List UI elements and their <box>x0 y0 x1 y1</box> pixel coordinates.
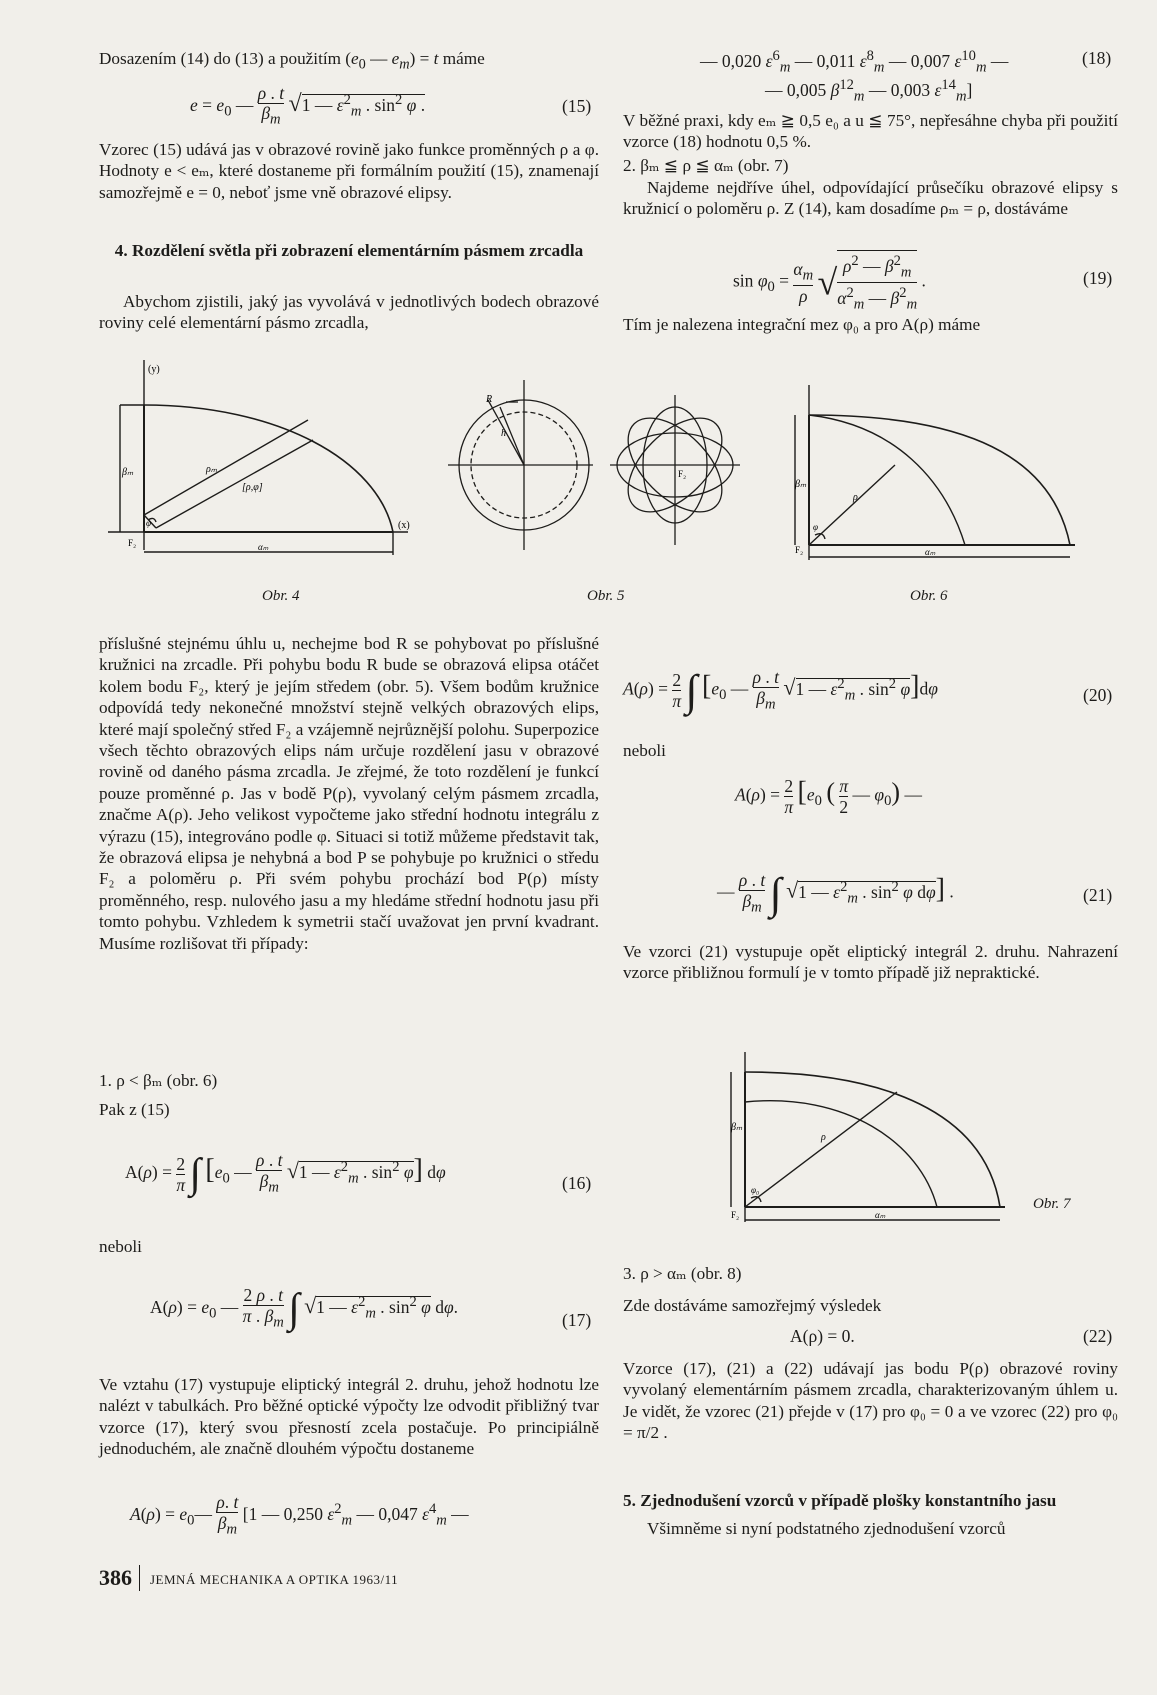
equation-18-number: (18) <box>1082 48 1112 68</box>
equation-16-number: (16) <box>562 1173 592 1193</box>
section-5-text: Všimněme si nyní podstatného zjednodušení vzorců <box>647 1519 1006 1538</box>
case-1-text: 1. ρ < βₘ (obr. 6) <box>99 1071 218 1090</box>
paragraph-after-19 <box>623 314 1118 335</box>
fig6-label-rho: ρ <box>853 492 858 503</box>
journal-name: JEMNÁ MECHANIKA A OPTIKA 1963/11 <box>150 1572 399 1587</box>
figure-4 <box>108 360 433 560</box>
equation-15: $e = e_0$ — $\frac{\rho . t}{\beta_m}$ √1 — $\varepsilon^2_m$ . $\sin^2 \varphi$ . <box>190 83 426 128</box>
fig6-label-phi: φ <box>813 522 818 532</box>
paragraph-case-2 <box>623 177 1118 220</box>
paragraph-after-21-text: Ve vzorci (21) vystupuje opět eliptický integrál 2. druhu. Nahrazení vzorce přibližnou formulí je v tomto případě již nepraktické. <box>623 942 1118 983</box>
figure-6 <box>785 385 1085 565</box>
equation-17-number: (17) <box>562 1310 592 1330</box>
paragraph-after-15-text: Vzorec (15) udává jas v obrazové rovině jako funkce proměnných ρ a φ. Hodnoty e < eₘ, které dostaneme při formálním použití (15), znamenají samozřejmě e = 0, neboť jsme vně obrazové elipsy. <box>99 140 599 202</box>
figure-7 <box>725 1052 1045 1232</box>
paragraph-praxi-text: V běžné praxi, kdy eₘ ≧ 0,5 e₀ a u ≦ 75°, nepřesáhne chyba při použití vzorce (18) hodnotu 0,5 %. <box>623 111 1118 152</box>
paragraph-case-3-text: Zde dostáváme samozřejmý výsledek <box>623 1296 882 1315</box>
fig6-label-f2: F₂ <box>795 545 804 555</box>
paragraph-after-19-text: Tím je nalezena integrační mez φ₀ a pro A(ρ) máme <box>623 315 981 334</box>
paragraph-case-2-text: Najdeme nejdříve úhel, odpovídající průsečíku obrazové elipsy s kružnicí o poloměru ρ. Z (14), kam dosadíme ρₘ = ρ, dostáváme <box>623 178 1118 219</box>
fig4-label-point: [ρ,φ] <box>242 482 263 493</box>
equation-18-part-a: $A(\rho) = e_0—$ $\frac{\rho. t}{\beta_m}$ [1 — 0,250 $\varepsilon^2_m$ — 0,047 $\varepsilon^4_m$ — <box>130 1492 469 1538</box>
equation-15-number: (15) <box>562 96 592 116</box>
equation-22: A(ρ) = 0. <box>790 1326 855 1346</box>
neboli-1-text: neboli <box>99 1237 142 1256</box>
fig4-label-phi: φ <box>146 518 151 528</box>
equation-18-part-b: — 0,020 $\varepsilon^6_m$ — 0,011 $\varepsilon^8_m$ — 0,007 $\varepsilon^{10}_m$ — <box>700 48 1009 76</box>
pak-line <box>99 1099 399 1120</box>
intro-paragraph <box>99 48 599 76</box>
paragraph-after-22 <box>623 1358 1118 1444</box>
figure-6-caption: Obr. 6 <box>910 588 948 604</box>
section-4-heading <box>99 240 599 261</box>
neboli-1 <box>99 1236 299 1257</box>
paragraph-after-22-text: Vzorce (17), (21) a (22) udávají jas bodu P(ρ) obrazové roviny vyvolaný elementárním pásmem zrcadla, charakterizovaným úhlem u. Je vidět, že vzorec (21) přejde v (17) pro φ₀ = 0 a ve vzorec (22) pro φ₀ = π/2 . <box>623 1359 1118 1443</box>
figure-5 <box>448 380 593 560</box>
section-5-paragraph <box>623 1518 1118 1539</box>
figure-5-caption: Obr. 5 <box>587 588 625 604</box>
section-4-paragraph <box>99 291 599 334</box>
case-2 <box>623 155 1023 176</box>
paragraph-after-15 <box>99 139 599 203</box>
fig5-label-r: R <box>486 394 493 405</box>
fig6-label-beta: βₘ <box>795 479 807 490</box>
equation-21-part-b: — $\frac{\rho . t}{\beta_m}$ ∫ √1 — $\varepsilon^2_m$ . $\sin^2 \varphi$ dφ] . <box>717 869 954 918</box>
paragraph-praxi <box>623 110 1118 153</box>
equation-22-number: (22) <box>1083 1326 1113 1346</box>
fig5-label-h: h <box>501 428 506 439</box>
section-5-title: 5. Zjednodušení vzorců v případě plošky konstantního jasu <box>623 1491 1057 1510</box>
section-5-heading <box>623 1490 1123 1511</box>
figure-7-caption: Obr. 7 <box>1033 1196 1071 1212</box>
fig4-label-rho: ρₘ <box>206 464 218 475</box>
case-3 <box>623 1263 1023 1284</box>
equation-18-part-c: — 0,005 $\beta^{12}_m$ — 0,003 $\varepsilon^{14}_m$] <box>765 77 973 105</box>
intro-text: Dosazením (14) do (13) a použitím ($e_0$ — $e_m) = t$ máme <box>99 49 485 73</box>
equation-16: A(ρ) = $\frac{2}{\pi}$ ∫ [$e_0$ — $\frac{\rho . t}{\beta_m}$ √1 — $\varepsilon^2_m$ . $\sin^2 \varphi$] dφ <box>125 1150 446 1197</box>
equation-21-number: (21) <box>1083 885 1113 905</box>
equation-17: $A(\rho) = e_0$ — $\frac{2 \rho . t}{\pi . \beta_m}$ ∫ √1 — $\varepsilon^2_m$ . $\sin^2 \varphi$ dφ. <box>150 1285 458 1332</box>
fig4-label-x: (x) <box>398 520 410 531</box>
paragraph-continue-text: příslušné stejnému úhlu u, nechejme bod R se pohybovat po příslušné kružnici na zrcadle. Při pohybu bodu R bude se obrazová elipsa otáčet kolem bodu F₂, který je jejím středem (obr. 5). Všem bodům kružnice odpovídá tedy nekonečné množství stejně velkých obrazových elips, které mají společný střed F₂ a vzájemně nejrůznější polohu. Superpozice všech těchto obrazových elips nám určuje rozdělení jasu v obrazové rovině od daného pásma zrcadla. Je zřejmé, že toto rozdělení je funkcí pouze proměnné ρ. Jas v bodě P(ρ), vyvolaný celým pásmem zrcadla, značme A(ρ). Jeho velikost vypočteme jako střední hodnotu integrálu z výrazu (15), integrováno podle φ. Situaci si totiž můžeme představit tak, že obrazová elipsa je nehybná a bod P se pohybuje po kružnici o středu F₂ a poloměru ρ. Při svém pohybu prochází bod P(ρ) místy proměnného, resp. nulového jasu a my hledáme střední hodnotu jasu při tomto pohybu. Vzhledem k symetrii stačí uvažovat jen první kvadrant. Musíme rozlišovat tři případy: <box>99 634 599 953</box>
fig7-label-beta: βₘ <box>731 1122 743 1133</box>
figure-5-rosette <box>610 395 740 545</box>
case-1 <box>99 1070 399 1091</box>
fig7-label-alpha: αₘ <box>875 1210 886 1220</box>
page-number: 386 <box>99 1565 132 1590</box>
paragraph-case-3 <box>623 1295 1118 1316</box>
neboli-2-text: neboli <box>623 741 666 760</box>
case-3-text: 3. ρ > αₘ (obr. 8) <box>623 1264 742 1283</box>
neboli-2 <box>623 740 823 761</box>
fig6-label-alpha: αₘ <box>925 547 936 557</box>
fig4-label-beta: βₘ <box>122 467 134 478</box>
footer-divider <box>139 1565 140 1591</box>
equation-19: $\sin \varphi_0$ = $\frac{\alpha_m}{\rho}$ √ $\frac{\rho^2 — \beta^2_m}{\alpha^2_m — \beta^2_m}$ . <box>733 250 926 315</box>
fig7-label-f2: F₂ <box>731 1210 740 1220</box>
fig7-label-rho: ρ <box>821 1132 826 1143</box>
fig4-label-alpha: αₘ <box>258 542 269 552</box>
equation-20: A(ρ) = $\frac{2}{\pi}$ ∫ [$e_0$ — $\frac{\rho . t}{\beta_m}$ √1 — $\varepsilon^2_m$ . $\sin^2 \varphi]d\varphi$ <box>623 666 938 715</box>
section-4-text: Abychom zjistili, jaký jas vyvolává v jednotlivých bodech obrazové roviny celé elementární pásmo zrcadla, <box>99 292 599 333</box>
paragraph-after-21 <box>623 941 1118 984</box>
paragraph-after-17 <box>99 1374 599 1460</box>
section-4-title: 4. Rozdělení světla při zobrazení elementárním pásmem zrcadla <box>114 241 584 260</box>
fig4-label-y: (y) <box>148 364 160 375</box>
fig7-label-phi: φ₀ <box>751 1185 760 1195</box>
equation-19-number: (19) <box>1083 268 1113 288</box>
equation-21-part-a: A(ρ) = $\frac{2}{\pi}$ [$e_0$ ( $\frac{\pi}{2}$ — $\varphi_0$) — <box>735 776 922 817</box>
fig5-label-f2: F₂ <box>678 469 687 479</box>
fig4-label-f2: F₂ <box>128 538 137 548</box>
case-2-text: 2. βₘ ≦ ρ ≦ αₘ (obr. 7) <box>623 156 789 175</box>
equation-20-number: (20) <box>1083 685 1113 705</box>
pak-text: Pak z (15) <box>99 1100 170 1119</box>
paragraph-continue <box>99 633 599 954</box>
figure-4-caption: Obr. 4 <box>262 588 300 604</box>
paragraph-after-17-text: Ve vztahu (17) vystupuje eliptický integrál 2. druhu, jehož hodnotu lze nalézt v tabulkách. Pro běžné optické výpočty lze odvodit přibližný tvar vzorce (17), který svou přesností zcela postačuje. Po principiálně jednoduchém, ale značně dlouhém výpočtu dostaneme <box>99 1375 599 1459</box>
